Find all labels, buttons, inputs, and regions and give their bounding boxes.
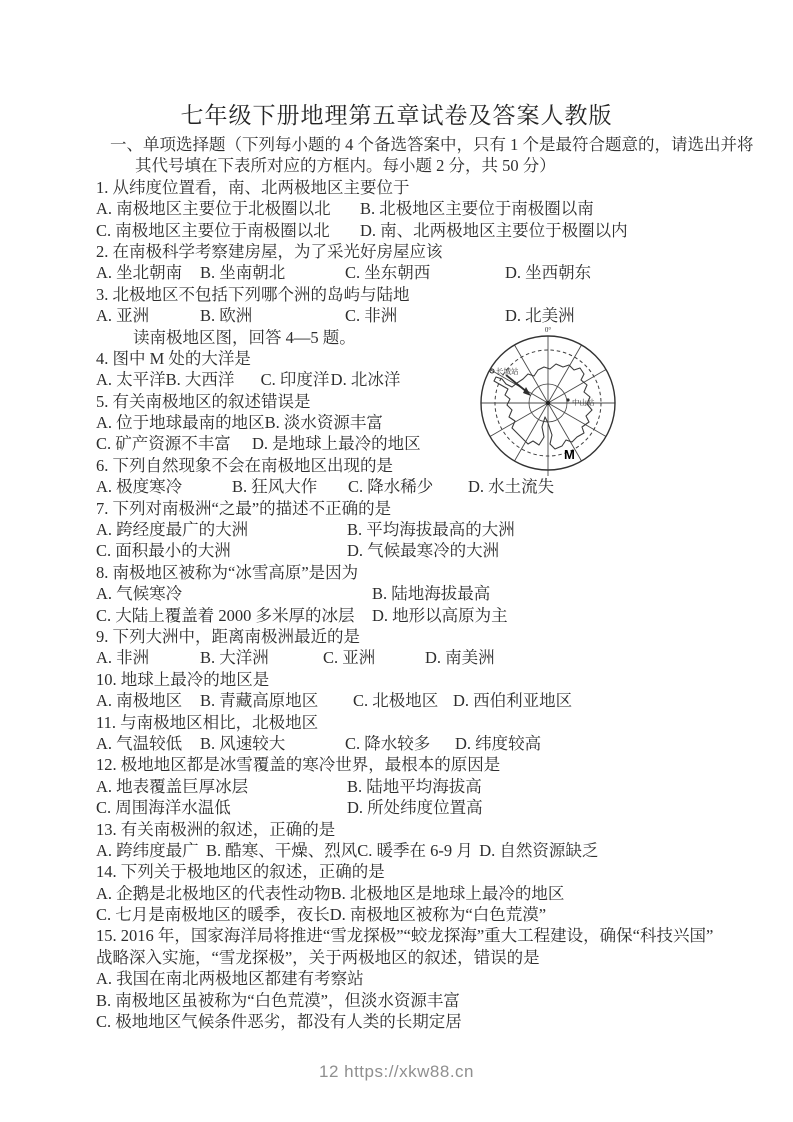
option-1d: D. 南、北两极地区主要位于极圈以内	[360, 220, 628, 240]
question-2-options	[96, 262, 708, 283]
question-3-options	[96, 305, 708, 326]
option-7b: B. 平均海拔最高的大洲	[347, 520, 515, 540]
option-12d: D. 所处纬度位置高	[347, 798, 483, 818]
option-12c: C. 周围海洋水温低	[96, 798, 231, 818]
question-13-options	[96, 840, 708, 861]
option-15c: C. 极地地区气候条件恶劣，都没有人类的长期定居	[96, 1012, 462, 1032]
option-7a: A. 跨经度最广的大洲	[96, 520, 249, 540]
question-12-options-row2	[96, 797, 708, 818]
intro-line-1: 一、单项选择题（下列每小题的 4 个备选答案中，只有 1 个是最符合题意的，请选出并将	[110, 135, 754, 154]
option-9d: D. 南美洲	[425, 648, 495, 668]
great-wall-station-label: 长城站	[496, 367, 519, 376]
option-3d: D. 北美洲	[505, 306, 575, 326]
antarctica-map-svg	[470, 325, 660, 485]
option-3b: B. 欧洲	[200, 306, 253, 326]
question-4-stem: 4. 图中 M 处的大洋是	[96, 348, 251, 368]
option-7d: D. 气候最寒冷的大洲	[347, 541, 500, 561]
question-14-options-row1	[96, 883, 708, 904]
option-11d: D. 纬度较高	[455, 733, 542, 753]
option-5d: D. 是地球上最冷的地区	[252, 434, 421, 454]
meridian-lines	[481, 336, 615, 476]
footer-watermark: 12 https://xkw88.cn	[318, 1062, 475, 1081]
option-4c: C. 印度洋	[260, 370, 330, 390]
option-4a: A. 太平洋	[96, 370, 166, 390]
option-11b: B. 风速较大	[200, 733, 286, 753]
question-7-options-row2	[96, 540, 708, 561]
option-12a: A. 地表覆盖巨厚冰层	[96, 776, 249, 796]
option-6d: D. 水土流失	[468, 477, 555, 497]
question-15-stem-line1: 15. 2016 年，国家海洋局将推进“雪龙探极”“蛟龙探海”重大工程建设，确保“科技兴国”	[96, 926, 714, 946]
question-9-options	[96, 647, 708, 668]
option-1a: A. 南极地区主要位于北极圈以北	[96, 199, 331, 219]
option-14c: C. 七月是南极地区的暖季，夜长	[96, 905, 330, 925]
question-3-stem: 3. 北极地区不包括下列哪个洲的岛屿与陆地	[96, 284, 410, 304]
option-5c: C. 矿产资源不丰富	[96, 434, 231, 454]
question-1-options-row2	[96, 220, 708, 241]
option-7c: C. 面积最小的大洲	[96, 541, 231, 561]
question-12-options-row1	[96, 776, 708, 797]
option-12b: B. 陆地平均海拔高	[347, 776, 482, 796]
option-3a: A. 亚洲	[96, 306, 150, 326]
reading-note: 读南极地区图，回答 4—5 题。	[133, 327, 356, 347]
option-13c: C. 暖季在 6-9 月	[357, 840, 473, 860]
option-1b: B. 北极地区主要位于南极圈以南	[360, 199, 594, 219]
question-8-stem: 8. 南极地区被称为“冰雪高原”是因为	[96, 562, 359, 582]
question-1-options-row1	[96, 198, 708, 219]
option-4b: B. 大西洋	[165, 370, 235, 390]
option-8d: D. 地形以高原为主	[372, 605, 508, 625]
option-6b: B. 狂风大作	[232, 477, 318, 497]
question-5-stem: 5. 有关南极地区的叙述错误是	[96, 391, 311, 411]
option-13b: B. 酷寒、干燥、烈风	[206, 840, 358, 860]
option-8b: B. 陆地海拔最高	[372, 584, 491, 604]
south-pole-dot	[546, 401, 550, 405]
option-15a: A. 我国在南北两极地区都建有考察站	[96, 969, 364, 989]
meridian-0-label: 0°	[544, 326, 552, 334]
question-11-stem: 11. 与南极地区相比，北极地区	[96, 712, 319, 732]
station-pointer-arrowhead	[523, 387, 531, 396]
option-10d: D. 西伯利亚地区	[453, 691, 573, 711]
option-15b: B. 南极地区虽被称为“白色荒漠”，但淡水资源丰富	[96, 990, 460, 1010]
option-13d: D. 自然资源缺乏	[479, 840, 599, 860]
question-10-options	[96, 690, 708, 711]
option-11a: A. 气温较低	[96, 733, 183, 753]
option-3c: C. 非洲	[345, 306, 398, 326]
antarctica-map	[470, 325, 660, 485]
question-7-stem: 7. 下列对南极洲“之最”的描述不正确的是	[96, 498, 392, 518]
option-6c: C. 降水稀少	[348, 477, 434, 497]
option-9a: A. 非洲	[96, 648, 150, 668]
question-11-options	[96, 733, 708, 754]
question-6-stem: 6. 下列自然现象不会在南极地区出现的是	[96, 455, 393, 475]
option-2a: A. 坐北朝南	[96, 263, 183, 283]
exam-body	[96, 134, 754, 1032]
option-6a: A. 极度寒冷	[96, 477, 183, 497]
intro-line-2: 其代号填在下表所对应的方框内。每小题 2 分，共 50 分）	[135, 156, 556, 176]
question-13-stem: 13. 有关南极洲的叙述，正确的是	[96, 819, 336, 839]
option-4d: D. 北冰洋	[330, 370, 401, 390]
question-10-stem: 10. 地球上最冷的地区是	[96, 669, 270, 689]
question-7-options-row1	[96, 519, 708, 540]
option-2b: B. 坐南朝北	[200, 263, 286, 283]
option-5b: B. 淡水资源丰富	[264, 413, 383, 433]
ocean-marker-m: M	[564, 447, 575, 462]
question-14-options-row2	[96, 904, 708, 925]
option-9c: C. 亚洲	[323, 648, 376, 668]
option-11c: C. 降水较多	[345, 733, 431, 753]
option-10a: A. 南极地区	[96, 691, 183, 711]
option-14a: A. 企鹅是北极地区的代表性动物	[96, 883, 331, 903]
option-9b: B. 大洋洲	[200, 648, 269, 668]
question-14-stem: 14. 下列关于极地地区的叙述，正确的是	[96, 862, 385, 882]
question-1-stem: 1. 从纬度位置看，南、北两极地区主要位于	[96, 177, 410, 197]
option-10c: C. 北极地区	[353, 691, 439, 711]
page-title: 七年级下册地理第五章试卷及答案人教版	[180, 103, 613, 128]
option-8c: C. 大陆上覆盖着 2000 多米厚的冰层	[96, 605, 355, 625]
option-8a: A. 气候寒冷	[96, 584, 183, 604]
question-15-stem-line2: 战略深入实施，“雪龙探极”，关于两极地区的叙述，错误的是	[96, 947, 540, 967]
question-8-options-row2	[96, 605, 708, 626]
option-14d: D. 南极地区被称为“白色荒漠”	[329, 905, 547, 925]
question-8-options-row1	[96, 583, 708, 604]
option-13a: A. 跨纬度最广	[96, 840, 199, 860]
option-1c: C. 南极地区主要位于南极圈以北	[96, 220, 330, 240]
option-2d: D. 坐西朝东	[505, 263, 592, 283]
question-12-stem: 12. 极地地区都是冰雪覆盖的寒冷世界，最根本的原因是	[96, 755, 501, 775]
question-9-stem: 9. 下列大洲中，距离南极洲最近的是	[96, 626, 360, 646]
zhongshan-station-label: 中山站	[572, 398, 595, 407]
question-2-stem: 2. 在南极科学考察建房屋，为了采光好房屋应该	[96, 241, 443, 261]
zhongshan-station-marker	[566, 398, 569, 401]
option-2c: C. 坐东朝西	[345, 263, 431, 283]
option-5a: A. 位于地球最南的地区	[96, 413, 265, 433]
option-10b: B. 青藏高原地区	[200, 691, 319, 711]
option-14b: B. 北极地区是地球上最冷的地区	[330, 883, 565, 903]
